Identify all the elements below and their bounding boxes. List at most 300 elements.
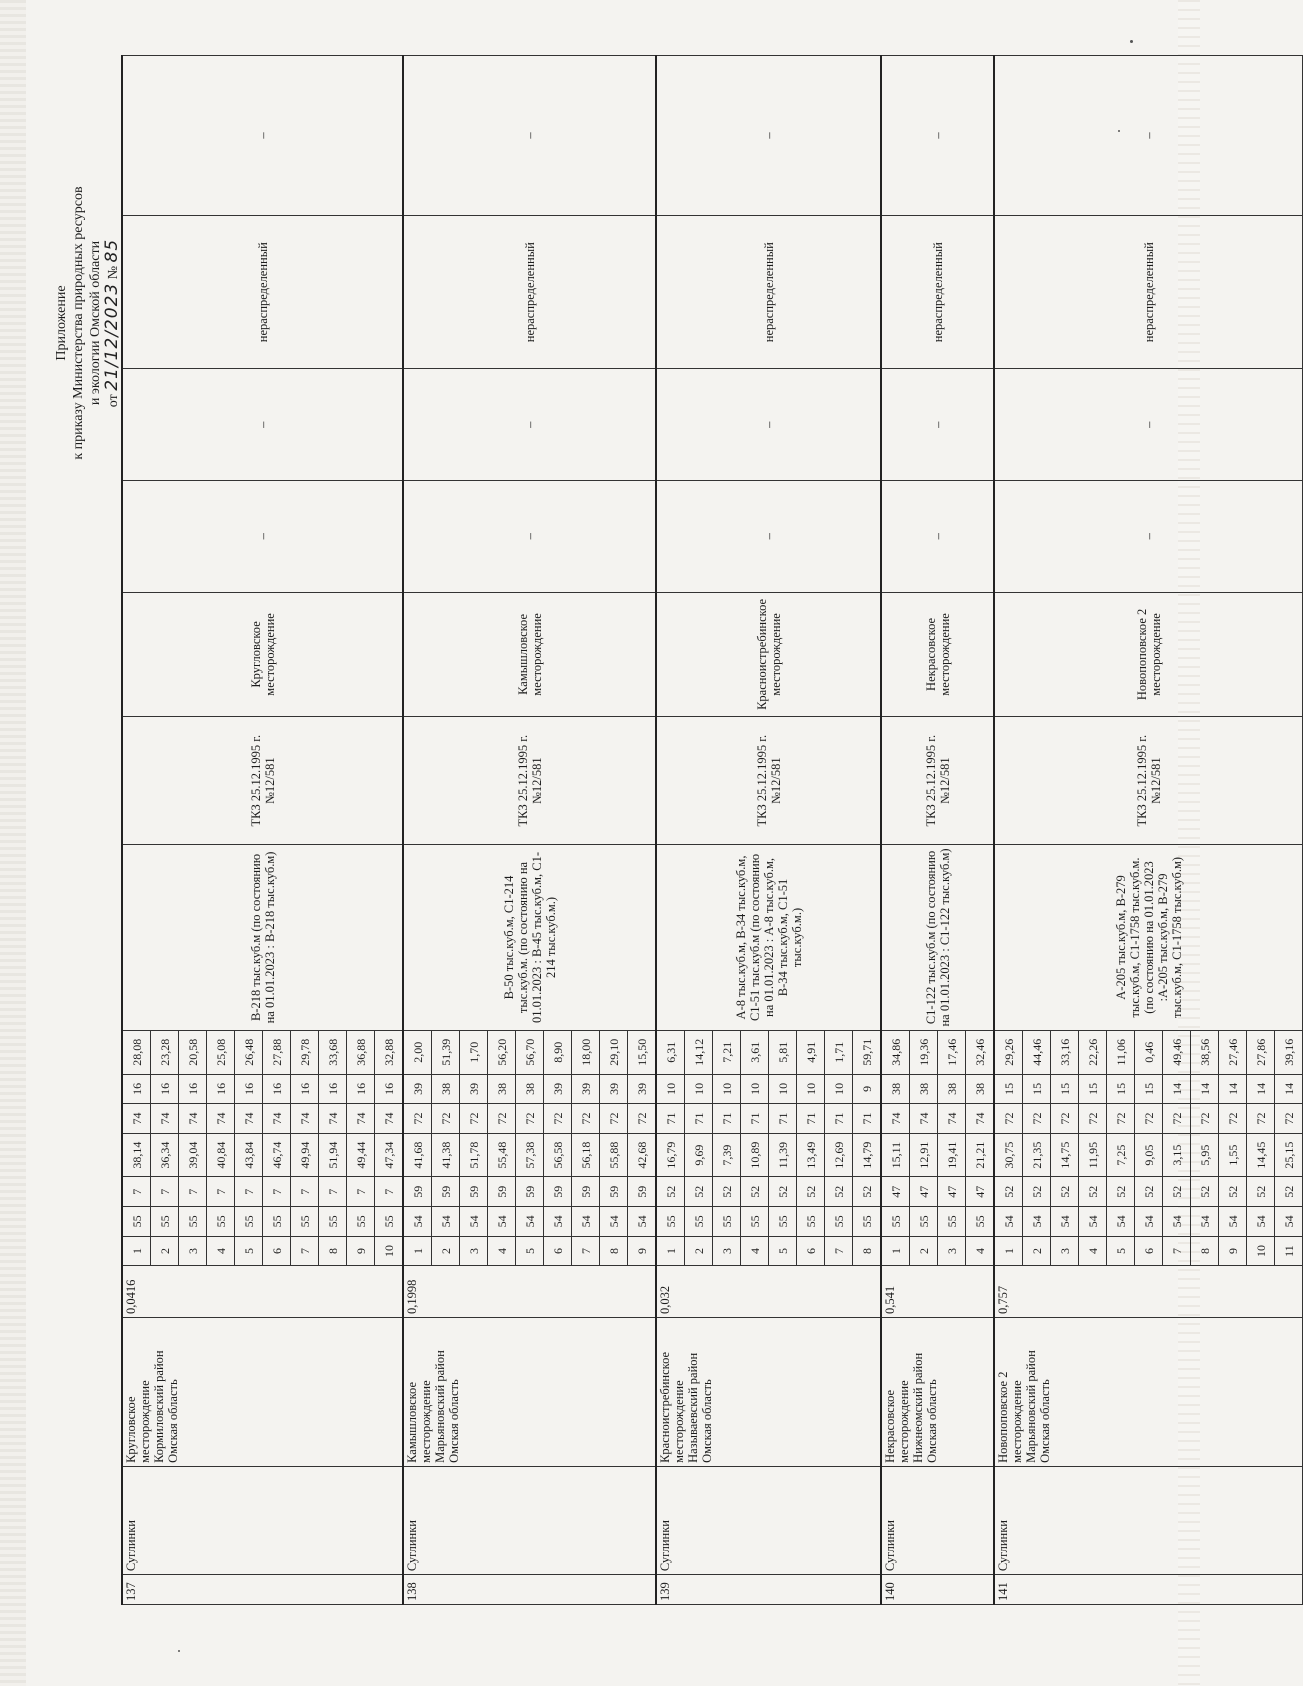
lat-min-cell: 7	[375, 1177, 404, 1207]
lat-deg-cell: 54	[572, 1207, 600, 1237]
lat-deg-cell: 55	[938, 1207, 966, 1237]
lon-deg-cell: 74	[319, 1104, 347, 1134]
lon-min-cell: 16	[263, 1074, 291, 1104]
lat-min-cell: 52	[656, 1177, 685, 1207]
appendix-title: Приложение	[54, 285, 69, 361]
lon-min-cell: 16	[207, 1074, 235, 1104]
point-number-cell: 9	[347, 1236, 375, 1266]
approval-cell: ТКЗ 25.12.1995 г. №12/581	[656, 717, 881, 845]
lon-deg-cell: 74	[966, 1104, 995, 1134]
lon-min-cell: 10	[741, 1074, 769, 1104]
lat-deg-cell: 55	[966, 1207, 995, 1237]
lat-min-cell: 47	[938, 1177, 966, 1207]
point-number-cell: 2	[151, 1236, 179, 1266]
lon-min-cell: 39	[572, 1074, 600, 1104]
lon-min-cell: 15	[1051, 1074, 1079, 1104]
lon-sec-cell: 5,81	[769, 1030, 797, 1074]
lat-deg-cell: 55	[207, 1207, 235, 1237]
lon-sec-cell: 7,21	[713, 1030, 741, 1074]
lon-deg-cell: 74	[207, 1104, 235, 1134]
lat-sec-cell: 36,34	[151, 1133, 179, 1177]
lon-deg-cell: 74	[375, 1104, 404, 1134]
lat-deg-cell: 54	[600, 1207, 628, 1237]
appendix-header	[53, 113, 122, 533]
lat-min-cell: 59	[628, 1177, 657, 1207]
lat-min-cell: 52	[1247, 1177, 1275, 1207]
lat-sec-cell: 51,78	[460, 1133, 488, 1177]
lat-min-cell: 52	[825, 1177, 853, 1207]
lon-deg-cell: 74	[263, 1104, 291, 1134]
lon-deg-cell: 71	[825, 1104, 853, 1134]
lon-min-cell: 10	[797, 1074, 825, 1104]
lat-deg-cell: 55	[910, 1207, 938, 1237]
point-number-cell: 4	[966, 1236, 995, 1266]
license-date-dash-cell: –	[403, 369, 656, 481]
lon-deg-cell: 71	[713, 1104, 741, 1134]
lon-sec-cell: 56,20	[488, 1030, 516, 1074]
lat-min-cell: 7	[235, 1177, 263, 1207]
point-number-cell: 7	[825, 1236, 853, 1266]
lat-deg-cell: 54	[628, 1207, 657, 1237]
lon-deg-cell: 71	[685, 1104, 713, 1134]
approval-cell: ТКЗ 25.12.1995 г. №12/581	[881, 717, 994, 845]
lon-min-cell: 39	[460, 1074, 488, 1104]
lat-deg-cell: 55	[263, 1207, 291, 1237]
lon-sec-cell: 51,39	[432, 1030, 460, 1074]
lat-sec-cell: 38,14	[122, 1133, 151, 1177]
license-date-dash-cell: –	[881, 369, 994, 481]
lon-sec-cell: 22,26	[1079, 1030, 1107, 1074]
area-cell: 0,032	[656, 1266, 881, 1318]
lon-deg-cell: 72	[628, 1104, 657, 1134]
location-cell: Камышловское месторождение Марьяновский район Омская область	[403, 1317, 656, 1466]
lat-sec-cell: 9,69	[685, 1133, 713, 1177]
lon-deg-cell: 72	[544, 1104, 572, 1134]
lon-min-cell: 38	[910, 1074, 938, 1104]
field-name-cell: Новопоповское 2 месторождение	[994, 592, 1303, 717]
point-number-cell: 5	[769, 1236, 797, 1266]
approval-cell: ТКЗ 25.12.1995 г. №12/581	[994, 717, 1303, 845]
lat-sec-cell: 13,49	[797, 1133, 825, 1177]
lon-sec-cell: 39,16	[1275, 1030, 1303, 1074]
lat-deg-cell: 54	[432, 1207, 460, 1237]
point-number-cell: 1	[656, 1236, 685, 1266]
lat-sec-cell: 56,18	[572, 1133, 600, 1177]
point-number-cell: 7	[291, 1236, 319, 1266]
lat-deg-cell: 54	[1275, 1207, 1303, 1237]
lon-deg-cell: 72	[1079, 1104, 1107, 1134]
deposit-number-cell: 141	[994, 1575, 1303, 1605]
area-cell: 0,1998	[403, 1266, 656, 1318]
point-number-cell: 4	[488, 1236, 516, 1266]
lon-deg-cell: 72	[1107, 1104, 1135, 1134]
lat-min-cell: 52	[713, 1177, 741, 1207]
point-number-cell: 1	[994, 1236, 1023, 1266]
lon-sec-cell: 59,71	[853, 1030, 882, 1074]
lat-min-cell: 59	[516, 1177, 544, 1207]
license-dash-cell: –	[656, 480, 881, 592]
point-number-cell: 9	[1219, 1236, 1247, 1266]
reserves-cell: В-218 тыс.куб.м (по состоянию на 01.01.2023 : В-218 тыс.куб.м)	[122, 845, 403, 1031]
lat-deg-cell: 55	[235, 1207, 263, 1237]
lat-min-cell: 7	[179, 1177, 207, 1207]
reserves-cell: А-8 тыс.куб.м, В-34 тыс.куб.м, С1-51 тыс.куб.м (по состоянию на 01.01.2023 : А-8 тыс.куб.м, В-34 тыс.куб.м, С1-51 тыс.куб.м.)	[656, 845, 881, 1031]
lat-min-cell: 52	[1023, 1177, 1051, 1207]
lon-deg-cell: 72	[516, 1104, 544, 1134]
lon-deg-cell: 74	[235, 1104, 263, 1134]
license-date-dash-cell: –	[122, 369, 403, 481]
lon-sec-cell: 1,71	[825, 1030, 853, 1074]
lon-sec-cell: 11,06	[1107, 1030, 1135, 1074]
lat-sec-cell: 5,95	[1191, 1133, 1219, 1177]
reserves-cell: С1-122 тыс.куб.м (по состоянию на 01.01.2023 : С1-122 тыс.куб.м)	[881, 845, 994, 1031]
lat-deg-cell: 55	[375, 1207, 404, 1237]
lon-min-cell: 16	[235, 1074, 263, 1104]
lon-sec-cell: 44,46	[1023, 1030, 1051, 1074]
point-number-cell: 4	[1079, 1236, 1107, 1266]
lat-min-cell: 47	[910, 1177, 938, 1207]
lon-deg-cell: 72	[1247, 1104, 1275, 1134]
lon-sec-cell: 19,36	[910, 1030, 938, 1074]
point-number-cell: 5	[1107, 1236, 1135, 1266]
fund-status-cell: нераспределенный	[403, 216, 656, 369]
lon-sec-cell: 29,10	[600, 1030, 628, 1074]
lon-deg-cell: 74	[179, 1104, 207, 1134]
lon-sec-cell: 29,78	[291, 1030, 319, 1074]
lat-deg-cell: 55	[769, 1207, 797, 1237]
lat-min-cell: 59	[432, 1177, 460, 1207]
lon-sec-cell: 15,50	[628, 1030, 657, 1074]
point-number-cell: 8	[1191, 1236, 1219, 1266]
lon-sec-cell: 23,28	[151, 1030, 179, 1074]
lon-sec-cell: 27,46	[1219, 1030, 1247, 1074]
lat-deg-cell: 54	[544, 1207, 572, 1237]
lon-deg-cell: 74	[347, 1104, 375, 1134]
location-cell: Красноистребинское месторождение Называевский район Омская область	[656, 1317, 881, 1466]
lon-sec-cell: 38,56	[1191, 1030, 1219, 1074]
lon-min-cell: 16	[151, 1074, 179, 1104]
lat-sec-cell: 3,15	[1163, 1133, 1191, 1177]
lat-min-cell: 47	[966, 1177, 995, 1207]
lat-min-cell: 7	[319, 1177, 347, 1207]
lon-sec-cell: 34,86	[881, 1030, 910, 1074]
lon-deg-cell: 71	[769, 1104, 797, 1134]
lon-deg-cell: 72	[1219, 1104, 1247, 1134]
lon-min-cell: 10	[825, 1074, 853, 1104]
approval-cell: ТКЗ 25.12.1995 г. №12/581	[403, 717, 656, 845]
lon-deg-cell: 71	[656, 1104, 685, 1134]
point-number-cell: 3	[938, 1236, 966, 1266]
note-dash-cell: –	[403, 56, 656, 216]
lon-min-cell: 38	[966, 1074, 995, 1104]
lat-sec-cell: 14,45	[1247, 1133, 1275, 1177]
lon-sec-cell: 27,86	[1247, 1030, 1275, 1074]
lat-deg-cell: 55	[685, 1207, 713, 1237]
point-number-cell: 5	[516, 1236, 544, 1266]
point-number-cell: 7	[572, 1236, 600, 1266]
deposit-number-cell: 139	[656, 1575, 881, 1605]
point-number-cell: 10	[1247, 1236, 1275, 1266]
lat-deg-cell: 54	[488, 1207, 516, 1237]
lon-min-cell: 16	[122, 1074, 151, 1104]
location-cell: Некрасовское месторождение Нижнеомский район Омская область	[881, 1317, 994, 1466]
approval-cell: ТКЗ 25.12.1995 г. №12/581	[122, 717, 403, 845]
mineral-cell: Суглинки	[881, 1466, 994, 1574]
reserves-cell: А-205 тыс.куб.м, В-279 тыс.куб.м, С1-1758 тыс.куб.м. (по состоянию на 01.01.2023 :А-205 тыс.куб.м, В-279 тыс.куб.м, С1-1758 тыс.куб.м)	[994, 845, 1303, 1031]
point-number-cell: 3	[179, 1236, 207, 1266]
lat-deg-cell: 54	[1135, 1207, 1163, 1237]
lon-deg-cell: 72	[1135, 1104, 1163, 1134]
lon-min-cell: 14	[1247, 1074, 1275, 1104]
lon-sec-cell: 36,88	[347, 1030, 375, 1074]
lat-deg-cell: 55	[656, 1207, 685, 1237]
field-name-cell: Некрасовское месторождение	[881, 592, 994, 717]
lon-min-cell: 39	[600, 1074, 628, 1104]
point-number-cell: 8	[319, 1236, 347, 1266]
lon-deg-cell: 71	[853, 1104, 882, 1134]
lat-min-cell: 52	[1135, 1177, 1163, 1207]
lat-min-cell: 7	[291, 1177, 319, 1207]
point-number-cell: 8	[853, 1236, 882, 1266]
lon-sec-cell: 6,31	[656, 1030, 685, 1074]
license-date-dash-cell: –	[994, 369, 1303, 481]
lat-sec-cell: 42,68	[628, 1133, 657, 1177]
lon-min-cell: 16	[291, 1074, 319, 1104]
point-number-cell: 5	[235, 1236, 263, 1266]
lon-min-cell: 38	[432, 1074, 460, 1104]
lon-sec-cell: 49,46	[1163, 1030, 1191, 1074]
point-number-cell: 6	[263, 1236, 291, 1266]
lon-deg-cell: 72	[1275, 1104, 1303, 1134]
lon-sec-cell: 27,88	[263, 1030, 291, 1074]
point-number-cell: 4	[207, 1236, 235, 1266]
point-number-cell: 7	[1163, 1236, 1191, 1266]
lat-sec-cell: 14,79	[853, 1133, 882, 1177]
table-row	[122, 56, 151, 1605]
lat-min-cell: 59	[600, 1177, 628, 1207]
deposit-number-cell: 140	[881, 1575, 994, 1605]
lon-deg-cell: 72	[1163, 1104, 1191, 1134]
location-cell: Кругловское месторождение Кормиловский район Омская область	[122, 1317, 403, 1466]
lat-sec-cell: 7,25	[1107, 1133, 1135, 1177]
lat-min-cell: 47	[881, 1177, 910, 1207]
lat-min-cell: 7	[347, 1177, 375, 1207]
date-prefix: от	[106, 394, 121, 408]
lat-sec-cell: 43,84	[235, 1133, 263, 1177]
lon-deg-cell: 72	[994, 1104, 1023, 1134]
reserves-cell: В-50 тыс.куб.м, С1-214 тыс.куб.м. (по состоянию на 01.01.2023 : В-45 тыс.куб.м, С1-214 тыс.куб.м.)	[403, 845, 656, 1031]
lat-deg-cell: 54	[1191, 1207, 1219, 1237]
lat-sec-cell: 1,55	[1219, 1133, 1247, 1177]
lat-min-cell: 52	[1051, 1177, 1079, 1207]
field-name-cell: Кругловское месторождение	[122, 592, 403, 717]
lon-deg-cell: 71	[741, 1104, 769, 1134]
lat-deg-cell: 54	[1107, 1207, 1135, 1237]
lat-min-cell: 59	[403, 1177, 432, 1207]
lon-min-cell: 15	[994, 1074, 1023, 1104]
lon-min-cell: 10	[685, 1074, 713, 1104]
lon-min-cell: 14	[1163, 1074, 1191, 1104]
lon-sec-cell: 33,68	[319, 1030, 347, 1074]
lon-min-cell: 16	[347, 1074, 375, 1104]
lon-sec-cell: 3,61	[741, 1030, 769, 1074]
table-row	[881, 56, 910, 1605]
point-number-cell: 1	[122, 1236, 151, 1266]
lat-min-cell: 52	[797, 1177, 825, 1207]
lat-sec-cell: 21,21	[966, 1133, 995, 1177]
lon-deg-cell: 71	[797, 1104, 825, 1134]
lat-sec-cell: 56,58	[544, 1133, 572, 1177]
scan-edge-left	[0, 0, 26, 1686]
lat-min-cell: 52	[769, 1177, 797, 1207]
lon-min-cell: 39	[403, 1074, 432, 1104]
appendix-ministry-line: и экологии Омской области	[88, 240, 103, 406]
point-number-cell: 6	[797, 1236, 825, 1266]
lat-sec-cell: 49,94	[291, 1133, 319, 1177]
fund-status-cell: нераспределенный	[122, 216, 403, 369]
lat-sec-cell: 39,04	[179, 1133, 207, 1177]
lon-sec-cell: 32,46	[966, 1030, 995, 1074]
fund-status-cell: нераспределенный	[994, 216, 1303, 369]
lon-sec-cell: 1,70	[460, 1030, 488, 1074]
lat-min-cell: 59	[488, 1177, 516, 1207]
appendix-date-line	[104, 113, 122, 533]
lat-min-cell: 52	[1219, 1177, 1247, 1207]
lat-sec-cell: 49,44	[347, 1133, 375, 1177]
handwritten-number: 85	[102, 238, 122, 263]
lat-deg-cell: 54	[403, 1207, 432, 1237]
point-number-cell: 9	[628, 1236, 657, 1266]
lon-sec-cell: 28,08	[122, 1030, 151, 1074]
lat-deg-cell: 55	[853, 1207, 882, 1237]
lat-deg-cell: 55	[122, 1207, 151, 1237]
lat-sec-cell: 57,38	[516, 1133, 544, 1177]
table-row	[994, 56, 1023, 1605]
lon-min-cell: 14	[1219, 1074, 1247, 1104]
lat-deg-cell: 54	[516, 1207, 544, 1237]
lat-min-cell: 52	[741, 1177, 769, 1207]
scan-speck	[178, 1650, 180, 1652]
lon-deg-cell: 72	[600, 1104, 628, 1134]
point-number-cell: 2	[1023, 1236, 1051, 1266]
lon-deg-cell: 72	[1051, 1104, 1079, 1134]
mineral-cell: Суглинки	[122, 1466, 403, 1574]
lon-min-cell: 15	[1023, 1074, 1051, 1104]
point-number-cell: 3	[460, 1236, 488, 1266]
point-number-cell: 2	[685, 1236, 713, 1266]
lat-deg-cell: 55	[825, 1207, 853, 1237]
lat-min-cell: 52	[853, 1177, 882, 1207]
mineral-cell: Суглинки	[656, 1466, 881, 1574]
lat-min-cell: 7	[151, 1177, 179, 1207]
lon-sec-cell: 20,58	[179, 1030, 207, 1074]
lat-min-cell: 52	[1163, 1177, 1191, 1207]
lat-sec-cell: 21,35	[1023, 1133, 1051, 1177]
point-number-cell: 6	[544, 1236, 572, 1266]
lat-deg-cell: 55	[319, 1207, 347, 1237]
point-number-cell: 4	[741, 1236, 769, 1266]
scan-speck	[1130, 40, 1133, 43]
lat-min-cell: 52	[1107, 1177, 1135, 1207]
lat-deg-cell: 54	[1219, 1207, 1247, 1237]
lat-deg-cell: 54	[994, 1207, 1023, 1237]
lon-min-cell: 38	[881, 1074, 910, 1104]
note-dash-cell: –	[881, 56, 994, 216]
lon-sec-cell: 0,46	[1135, 1030, 1163, 1074]
lat-deg-cell: 54	[1051, 1207, 1079, 1237]
lon-min-cell: 15	[1079, 1074, 1107, 1104]
lat-sec-cell: 11,39	[769, 1133, 797, 1177]
lat-sec-cell: 40,84	[207, 1133, 235, 1177]
lat-min-cell: 52	[1275, 1177, 1303, 1207]
lon-sec-cell: 14,12	[685, 1030, 713, 1074]
lon-deg-cell: 74	[910, 1104, 938, 1134]
lon-sec-cell: 8,90	[544, 1030, 572, 1074]
lat-sec-cell: 16,79	[656, 1133, 685, 1177]
deposits-table	[121, 55, 1303, 1605]
lat-sec-cell: 15,11	[881, 1133, 910, 1177]
lon-deg-cell: 74	[151, 1104, 179, 1134]
lon-deg-cell: 72	[1191, 1104, 1219, 1134]
lon-min-cell: 15	[1135, 1074, 1163, 1104]
lat-min-cell: 52	[1079, 1177, 1107, 1207]
lat-min-cell: 59	[544, 1177, 572, 1207]
lon-sec-cell: 2,00	[403, 1030, 432, 1074]
lon-min-cell: 14	[1191, 1074, 1219, 1104]
lat-sec-cell: 9,05	[1135, 1133, 1163, 1177]
point-number-cell: 10	[375, 1236, 404, 1266]
deposit-number-cell: 138	[403, 1575, 656, 1605]
license-dash-cell: –	[994, 480, 1303, 592]
lat-sec-cell: 55,88	[600, 1133, 628, 1177]
lon-deg-cell: 72	[488, 1104, 516, 1134]
point-number-cell: 8	[600, 1236, 628, 1266]
lat-sec-cell: 12,91	[910, 1133, 938, 1177]
area-cell: 0,757	[994, 1266, 1303, 1318]
lat-min-cell: 59	[572, 1177, 600, 1207]
field-name-cell: Камышловское месторождение	[403, 592, 656, 717]
lon-min-cell: 39	[544, 1074, 572, 1104]
deposit-number-cell: 137	[122, 1575, 403, 1605]
lat-deg-cell: 54	[460, 1207, 488, 1237]
lat-deg-cell: 54	[1079, 1207, 1107, 1237]
handwritten-date: 21/12/2023	[102, 282, 122, 391]
lat-deg-cell: 55	[881, 1207, 910, 1237]
lon-min-cell: 10	[656, 1074, 685, 1104]
field-name-cell: Красноистребинское месторождение	[656, 592, 881, 717]
fund-status-cell: нераспределенный	[881, 216, 994, 369]
mineral-cell: Суглинки	[994, 1466, 1303, 1574]
lon-deg-cell: 74	[122, 1104, 151, 1134]
lat-min-cell: 7	[207, 1177, 235, 1207]
point-number-cell: 2	[432, 1236, 460, 1266]
note-dash-cell: –	[994, 56, 1303, 216]
lon-sec-cell: 25,08	[207, 1030, 235, 1074]
lon-min-cell: 9	[853, 1074, 882, 1104]
area-cell: 0,541	[881, 1266, 994, 1318]
location-cell: Новопоповское 2 месторождение Марьяновский район Омская область	[994, 1317, 1303, 1466]
note-dash-cell: –	[122, 56, 403, 216]
rotated-document	[35, 55, 1296, 1635]
lat-deg-cell: 55	[713, 1207, 741, 1237]
lat-deg-cell: 55	[741, 1207, 769, 1237]
lat-sec-cell: 19,41	[938, 1133, 966, 1177]
lon-deg-cell: 72	[432, 1104, 460, 1134]
lat-sec-cell: 46,74	[263, 1133, 291, 1177]
point-number-cell: 6	[1135, 1236, 1163, 1266]
lon-sec-cell: 29,26	[994, 1030, 1023, 1074]
lon-min-cell: 16	[179, 1074, 207, 1104]
